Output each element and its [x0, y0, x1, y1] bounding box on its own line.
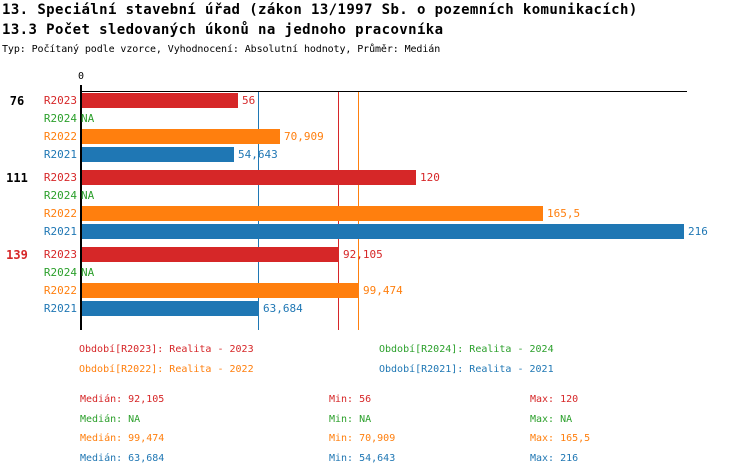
bar-row [0, 301, 303, 316]
bar-row [0, 283, 403, 298]
row-series-label: R2022 [43, 207, 77, 220]
row-series-label: R2024 [43, 189, 77, 202]
bar-row [0, 188, 94, 203]
row-series-label: R2023 [43, 171, 77, 184]
bar-row [0, 147, 278, 162]
row-series-label: R2021 [43, 225, 77, 238]
stat-min-r2022: Min: 70,909 [329, 433, 396, 444]
bar-value-label: 165,5 [547, 207, 581, 220]
stat-median-r2022: Medián: 99,474 [80, 433, 165, 444]
row-series-label: R2024 [43, 266, 77, 279]
x-axis-line [80, 91, 687, 92]
legend-item-r2024: Období[R2024]: Realita - 2024 [379, 344, 554, 355]
row-series-label: R2021 [43, 302, 77, 315]
bar-value-label: 99,474 [363, 284, 403, 297]
bar-value-label: 54,643 [238, 148, 278, 161]
bar [82, 93, 238, 108]
bar-value-label: 63,684 [263, 302, 303, 315]
row-series-label: R2022 [43, 130, 77, 143]
group-label: 139 [6, 248, 28, 262]
row-series-label: R2023 [43, 94, 77, 107]
row-series-label: R2023 [43, 248, 77, 261]
legend-item-r2021: Období[R2021]: Realita - 2021 [379, 364, 554, 375]
chart-meta-line: Typ: Počítaný podle vzorce, Vyhodnocení: Absolutní hodnoty, Průměr: Medián [2, 44, 441, 55]
bar-value-label: 56 [242, 94, 256, 107]
stat-max-r2022: Max: 165,5 [530, 433, 591, 444]
bar [82, 206, 543, 221]
stat-max-r2023: Max: 120 [530, 394, 579, 405]
bar-row [0, 129, 324, 144]
report-title: 13. Speciální stavební úřad (zákon 13/1997 Sb. o pozemních komunikacích) [2, 2, 638, 18]
bar-row [0, 111, 94, 126]
bar [82, 170, 416, 185]
bar [82, 283, 359, 298]
bar [82, 129, 280, 144]
group-label: 76 [9, 94, 25, 108]
bar-row [0, 265, 94, 280]
row-series-label: R2024 [43, 112, 77, 125]
bar [82, 247, 339, 262]
group-label: 111 [6, 171, 28, 185]
stat-min-r2021: Min: 54,643 [329, 453, 396, 464]
chart-subtitle: 13.3 Počet sledovaných úkonů na jednoho pracovníka [2, 22, 444, 38]
stat-median-r2024: Medián: NA [80, 414, 141, 425]
bar-row [0, 93, 255, 108]
legend-item-r2023: Období[R2023]: Realita - 2023 [79, 344, 254, 355]
bar-value-label: NA [81, 266, 95, 279]
stat-min-r2023: Min: 56 [329, 394, 372, 405]
stat-max-r2021: Max: 216 [530, 453, 579, 464]
bar-row [0, 224, 708, 239]
bar [82, 301, 259, 316]
bar-value-label: NA [81, 189, 95, 202]
bar-row [0, 247, 383, 262]
bar [82, 224, 684, 239]
bar-row [0, 206, 580, 221]
row-series-label: R2021 [43, 148, 77, 161]
legend-item-r2022: Období[R2022]: Realita - 2022 [79, 364, 254, 375]
bar [82, 147, 234, 162]
axis-zero-tick-label: 0 [77, 71, 85, 82]
bar-row [0, 170, 440, 185]
bar-value-label: 92,105 [343, 248, 383, 261]
stat-median-r2021: Medián: 63,684 [80, 453, 165, 464]
stat-min-r2024: Min: NA [329, 414, 372, 425]
row-series-label: R2022 [43, 284, 77, 297]
bar-value-label: 216 [688, 225, 708, 238]
bar-value-label: 70,909 [284, 130, 324, 143]
bar-value-label: NA [81, 112, 95, 125]
stat-max-r2024: Max: NA [530, 414, 573, 425]
bar-value-label: 120 [420, 171, 440, 184]
stat-median-r2023: Medián: 92,105 [80, 394, 165, 405]
